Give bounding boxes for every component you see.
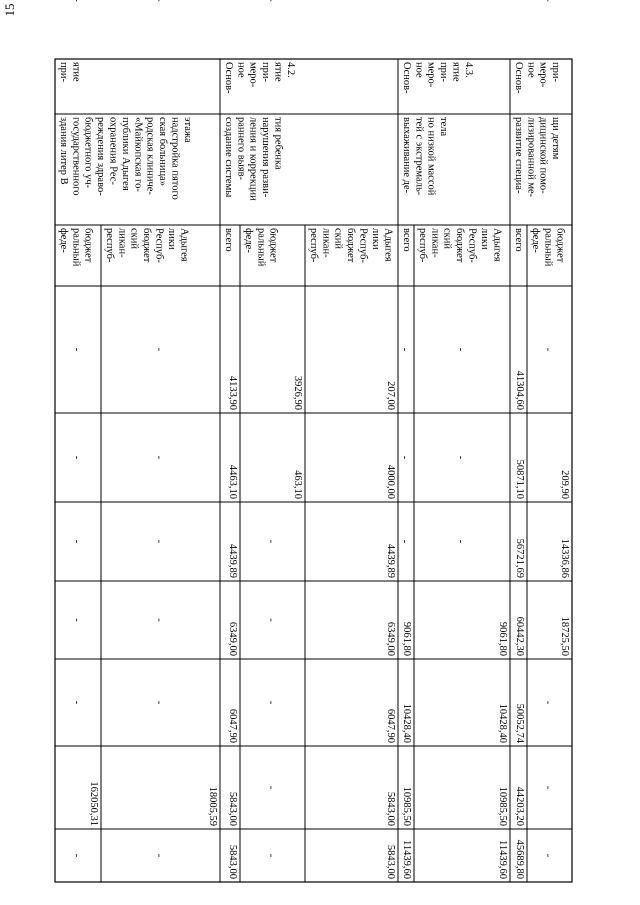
funding-source: Респуб- [153,228,165,263]
value-cell: - [71,347,82,352]
measure-code: при- [57,62,69,82]
value-cell: - [455,539,466,544]
funding-source: респуб- [416,228,428,263]
value-cell: 45689,80 [514,839,525,879]
funding-source: феде- [529,228,541,253]
value-cell: - [399,347,410,352]
funding-source: ликан- [116,228,128,258]
measure-title: щи детям [550,117,562,160]
value-cell: 9061,80 [497,621,508,656]
measure-code: при- [260,62,272,82]
measure-code: Основ- [400,62,412,94]
measure-title: выхаживание де- [400,117,412,194]
value-cell: - [153,853,165,858]
value-cell: - [542,347,554,352]
value-cell: - [153,618,165,622]
value-cell: 207,00 [385,381,396,410]
value-cell: 41304,60 [514,370,525,410]
value-cell: 56721,69 [514,538,525,578]
value-cell: 4000,00 [385,464,396,499]
funding-source: бюджет [554,228,566,263]
value-cell: 11439,60 [401,840,412,879]
funding-source: ликан- [320,228,332,258]
measure-title: тела [438,117,450,137]
measure-title: государственного [70,117,82,196]
measure-title: этажа [181,117,193,143]
measure-title: ская больница» [157,117,169,186]
measure-code: ятие [70,62,82,82]
measure-title: тей с экстремаль- [413,117,425,196]
measure-title: дицинской помо- [537,117,549,194]
measure-title: ления и коррекции [247,117,259,201]
funding-source: лики [369,228,381,250]
measure-title: публики Адыгея [119,117,131,191]
value-cell: - [71,853,82,858]
svg-text:15: 15 [2,3,17,17]
funding-source: феде- [242,228,254,253]
funding-source: респуб- [103,228,115,263]
value-cell: 5843,00 [385,844,396,879]
value-cell: - [153,347,165,352]
funding-source: лики [165,228,177,250]
value-cell: 5843,00 [227,844,238,879]
measure-title: «Майкопская го- [132,117,144,192]
measure-title: здания литер В [57,117,69,185]
measure-title: охранения Рес- [107,117,119,185]
value-cell: 10985,50 [401,786,412,826]
value-cell: 18725,50 [559,616,570,656]
value-cell: - [542,0,554,2]
funding-source: Адыгея [178,228,190,262]
value-cell: - [153,455,165,460]
measure-code: ятие [272,62,284,82]
value-cell: - [455,455,466,460]
measure-title: бюджетного уч- [82,117,94,189]
value-cell: - [265,853,277,858]
value-cell: - [542,853,554,858]
funding-source: ский [332,228,344,249]
funding-source: Респуб- [466,228,478,263]
measure-title: нарушения разви- [260,117,272,198]
value-cell: - [71,618,82,622]
funding-source: бюджет [82,228,94,263]
funding-source: ральный [255,228,267,267]
measure-code: при- [438,62,450,82]
measure-code: меро- [537,62,549,88]
value-cell: 4133,90 [227,375,238,410]
funding-source: лики [478,228,490,250]
value-cell: - [265,700,277,705]
measure-code: ятие [450,62,462,82]
measure-title: родская клиниче- [144,117,156,195]
value-cell: - [542,700,554,705]
value-cell: - [265,785,277,790]
value-cell: 4463,10 [227,464,238,499]
value-cell: - [265,618,277,622]
value-cell: - [153,700,165,705]
value-cell: 10985,50 [497,786,508,826]
value-cell: - [265,539,277,544]
value-cell: - [71,455,82,460]
funding-source: ральный [70,228,82,267]
value-cell: - [265,0,277,2]
funding-source: всего [222,228,234,252]
value-cell: - [153,0,165,2]
funding-source: бюджет [345,228,357,263]
funding-source: ральный [542,228,554,267]
value-cell: 60442,30 [514,616,525,656]
value-cell: 6047,90 [227,708,238,743]
value-cell: 162050,31 [88,781,99,826]
measure-code: меро- [425,62,437,88]
value-cell: 50052,74 [514,703,525,743]
value-cell: 5843,00 [385,791,396,826]
measure-code: ное [525,62,537,78]
funding-source: бюджет [267,228,279,263]
value-cell: 44203,20 [514,786,525,826]
value-cell: - [71,539,82,544]
value-cell: 10428,40 [401,703,412,743]
value-cell: - [455,347,466,352]
value-cell: 11439,60 [497,840,508,879]
measure-title: создание системы [222,117,234,198]
rotated-table [55,0,572,882]
value-cell: - [399,455,410,460]
funding-source: Респуб- [357,228,369,263]
value-cell: 14336,86 [559,538,570,578]
measure-title: реждения здраво- [95,117,107,196]
measure-code: 4.3. [462,62,474,78]
funding-source: бюджет [454,228,466,263]
measure-code: 4.2. [284,62,296,78]
funding-source: всего [400,228,412,252]
page-number [0,0,20,20]
value-cell: 50871,10 [514,459,525,499]
value-cell: 4439,89 [227,543,238,578]
value-cell: 9061,80 [401,621,412,656]
funding-source: всего [512,228,524,252]
value-cell: - [399,539,410,544]
measure-code: ное [235,62,247,78]
value-cell: - [542,785,554,790]
measure-code: меро- [247,62,259,88]
funding-source: ский [441,228,453,249]
funding-source: феде- [57,228,69,253]
measure-title: лизированной ме- [525,117,537,198]
funding-source: Адыгея [491,228,503,262]
funding-source: Адыгея [382,228,394,262]
measure-code: Основ- [512,62,524,94]
measure-code: при- [550,62,562,82]
funding-source: ский [128,228,140,249]
measure-title: но низкой массой [425,117,437,196]
value-cell: 5843,00 [227,791,238,826]
value-cell: 463,10 [292,470,303,499]
value-cell: 209,90 [559,470,570,499]
value-cell: 18005,59 [207,786,218,826]
funding-source: респуб- [307,228,319,263]
value-cell: - [153,539,165,544]
value-cell: 6047,90 [385,708,396,743]
measure-title: развитие специа- [512,117,524,194]
measure-code: ное [413,62,425,78]
value-cell: 6349,00 [227,621,238,656]
measure-title: надстройка пятого [169,117,181,200]
value-cell: - [71,700,82,705]
value-cell: - [71,0,82,2]
value-cell: 3926,90 [292,375,303,410]
value-cell: 6349,00 [385,621,396,656]
value-cell: 10428,40 [497,703,508,743]
measure-code: Основ- [222,62,234,94]
value-cell: 4439,89 [385,543,396,578]
funding-source: бюджет [141,228,153,263]
funding-source: ликан- [429,228,441,258]
measure-title: раннего выяв- [235,117,247,181]
measure-title: тия ребенка [272,117,284,170]
